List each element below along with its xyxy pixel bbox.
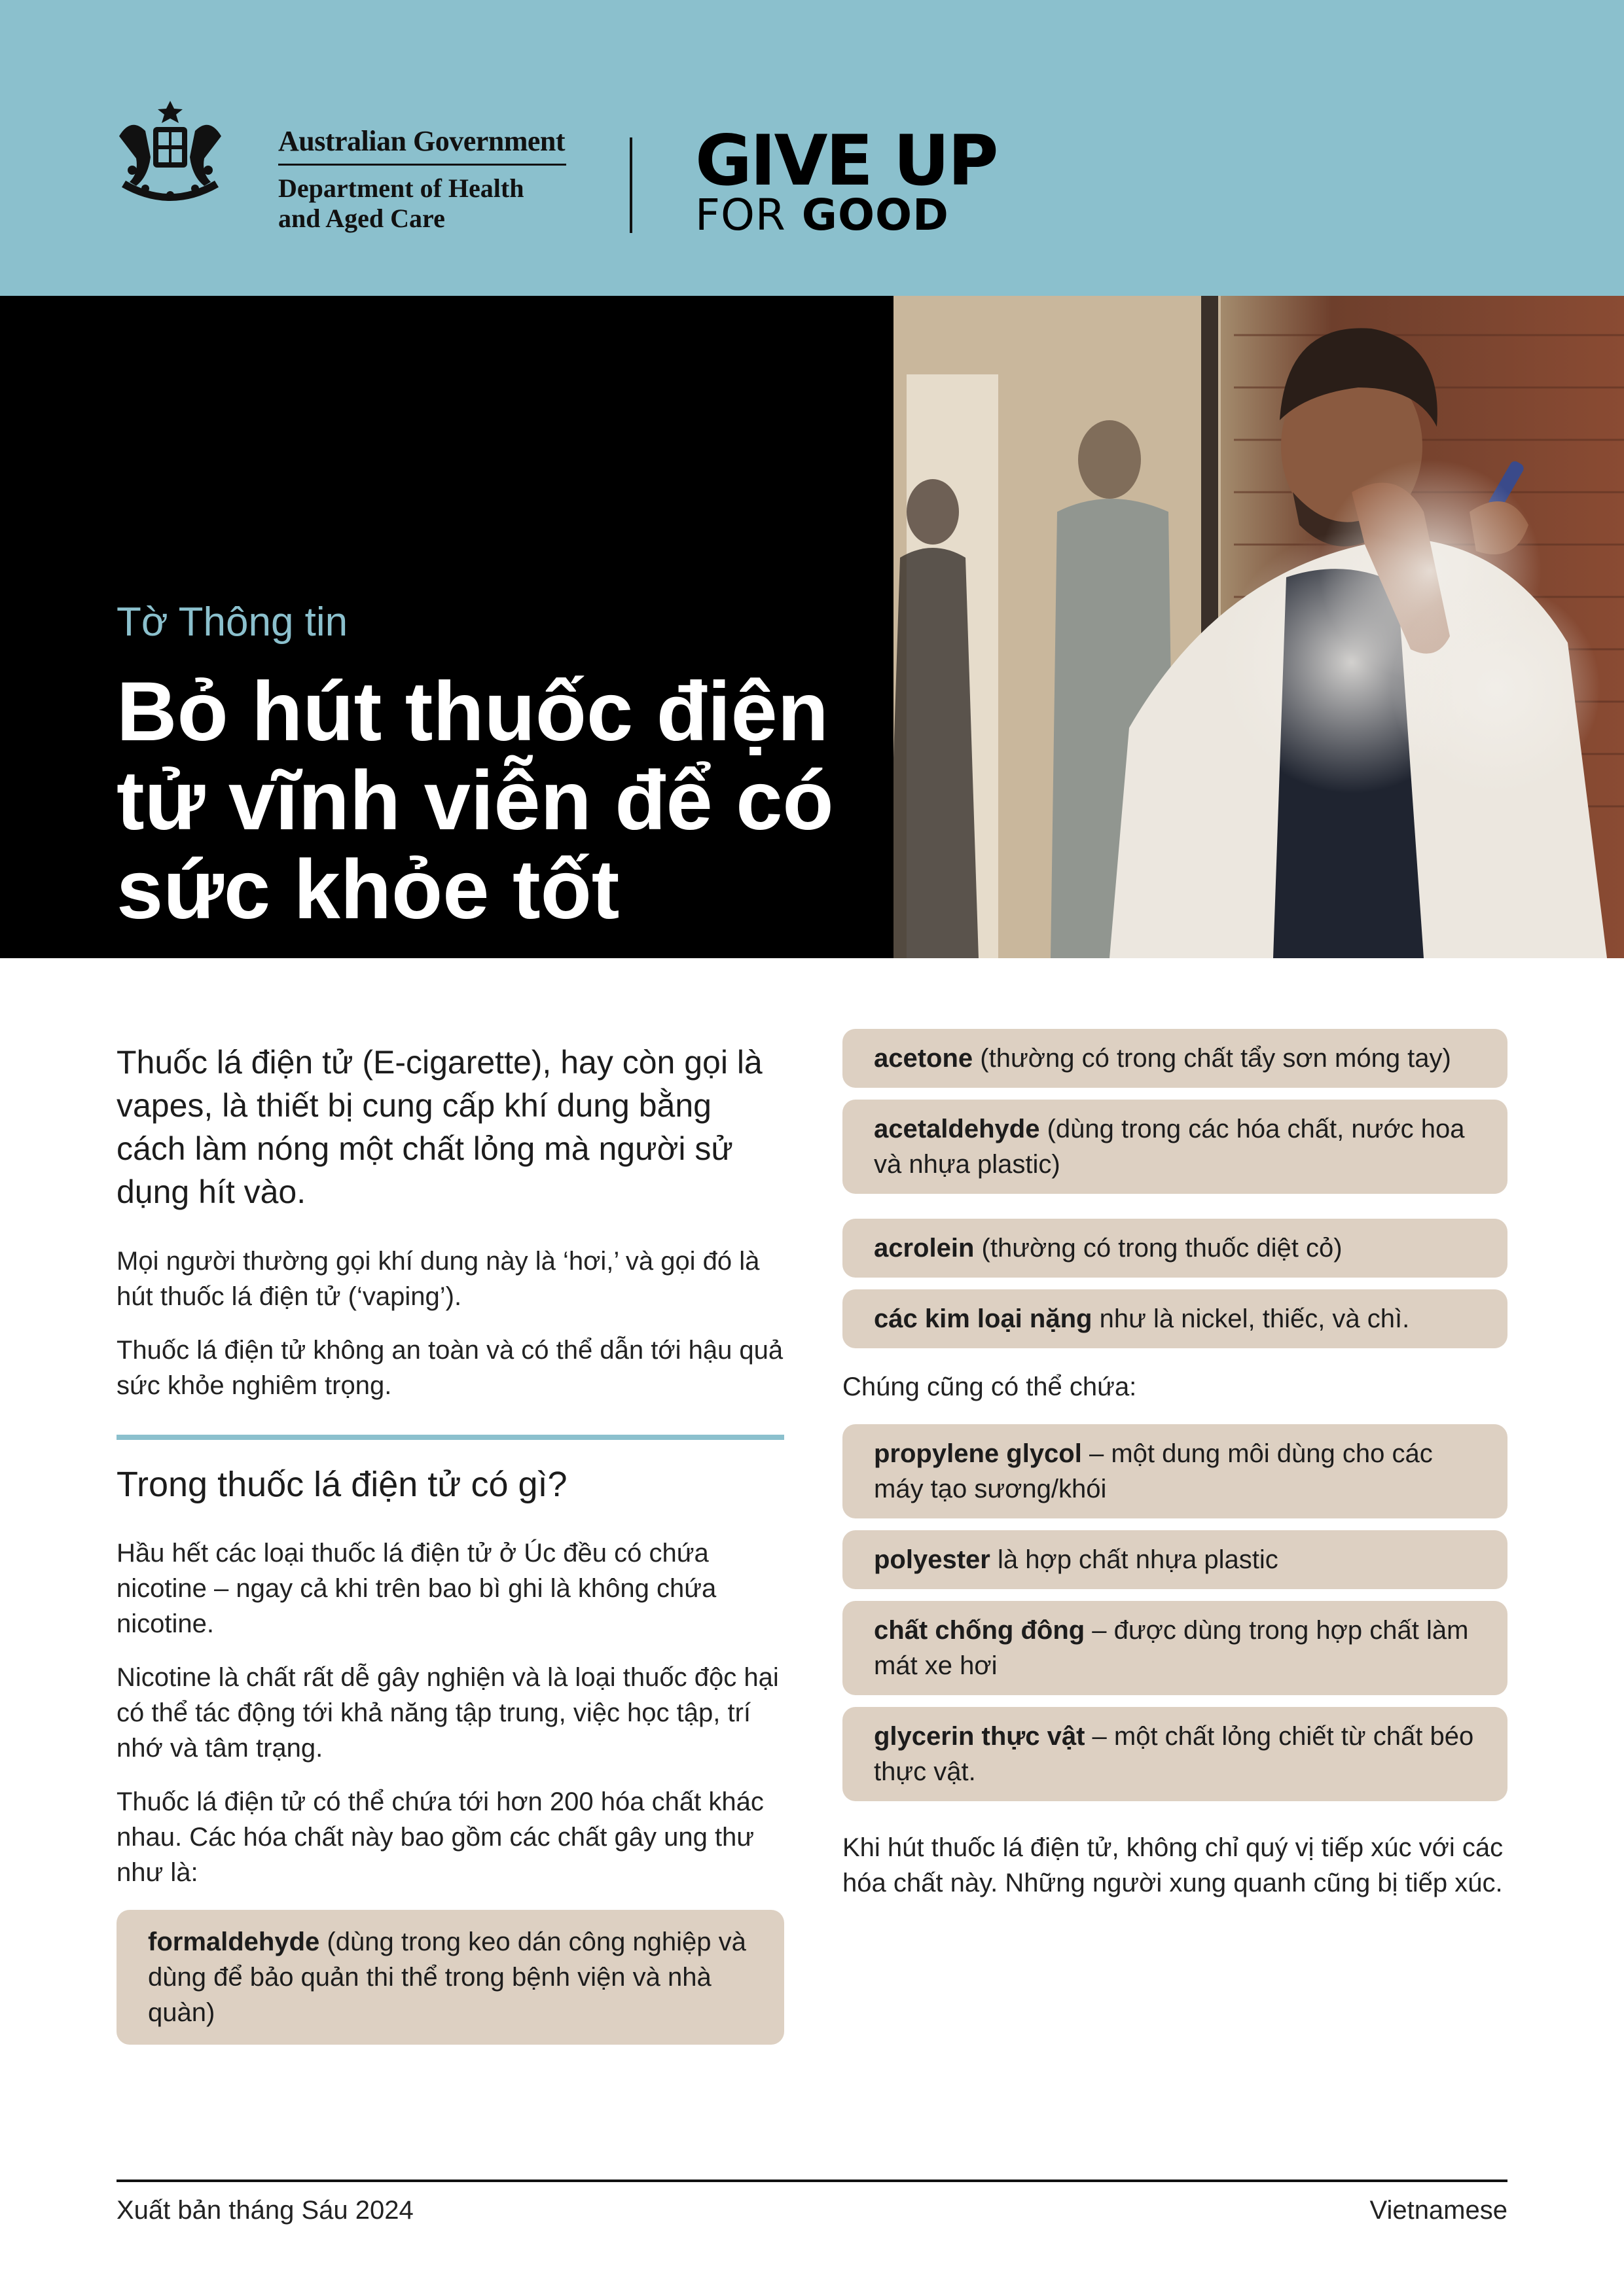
paragraph-chemicals: Thuốc lá điện tử có thể chứa tới hơn 200 hóa chất khác nhau. Các hóa chất này bao gồm các chất gây ung thư như là: <box>117 1787 764 1887</box>
department-name-line-1: Department of Health <box>278 173 524 203</box>
government-name: Australian Government <box>278 125 566 157</box>
also-contain-label: Chúng cũng có thể chứa: <box>842 1372 1137 1401</box>
department-name-line-2: and Aged Care <box>278 204 445 233</box>
chemical-description: là hợp chất nhựa plastic <box>990 1545 1278 1574</box>
chemical-term: acetaldehyde <box>874 1115 1040 1143</box>
give-up-for-good-logo <box>695 120 997 240</box>
chemical-description: (dùng trong các hóa chất, nước hoa và nhựa plastic) <box>874 1115 1465 1179</box>
chemical-description: (thường có trong thuốc diệt cỏ) <box>974 1234 1343 1263</box>
chemical-pill-heavy-metals <box>842 1289 1507 1348</box>
left-column <box>117 1041 784 2045</box>
chemical-term: polyester <box>874 1545 990 1574</box>
campaign-logo-line-2 <box>695 190 990 240</box>
campaign-logo-good: GOOD <box>801 190 949 240</box>
chemical-description: – được dùng trong hợp chất làm mát xe hơi <box>874 1616 1469 1680</box>
chemical-term: acrolein <box>874 1234 975 1263</box>
chemical-term: propylene glycol <box>874 1439 1082 1468</box>
footer-divider <box>117 2179 1507 2182</box>
chemical-pill-vegetable-glycerin <box>842 1707 1507 1801</box>
intro-paragraph-vapour: Mọi người thường gọi khí dung này là ‘hơi,’ và gọi đó là hút thuốc lá điện tử (‘vaping’). <box>117 1247 760 1311</box>
government-logo-rule <box>278 164 566 166</box>
chemical-pill-formaldehyde <box>117 1910 784 2045</box>
chemical-description: (thường có trong chất tẩy sơn móng tay) <box>973 1044 1451 1073</box>
closing-paragraph: Khi hút thuốc lá điện tử, không chỉ quý vị tiếp xúc với các hóa chất này. Những người xung quanh cũng bị tiếp xúc. <box>842 1833 1504 1897</box>
language-label: Vietnamese <box>1369 2196 1507 2225</box>
chemical-term: glycerin thực vật <box>874 1722 1085 1751</box>
chemical-term: các kim loại nặng <box>874 1304 1092 1333</box>
australian-coat-of-arms-icon <box>113 97 228 208</box>
section-heading-whats-in-vapes: Trong thuốc lá điện tử có gì? <box>117 1465 568 1504</box>
chemical-term: chất chống đông <box>874 1616 1085 1645</box>
campaign-logo-for: FOR <box>695 190 786 240</box>
publication-date: Xuất bản tháng Sáu 2024 <box>117 2196 414 2225</box>
paragraph-nicotine-content: Hầu hết các loại thuốc lá điện tử ở Úc đều có chứa nicotine – ngay cả khi trên bao bì ghi là không chứa nicotine. <box>117 1539 717 1638</box>
logo-divider <box>630 137 632 233</box>
chemical-pill-polyester <box>842 1530 1507 1589</box>
fact-sheet-label: Tờ Thông tin <box>117 600 348 645</box>
chemical-pill-propylene-glycol <box>842 1424 1507 1518</box>
chemical-term: acetone <box>874 1044 973 1073</box>
hero-photo-man-vaping <box>893 296 1624 958</box>
campaign-logo-line-1: GIVE UP <box>695 120 997 201</box>
intro-lead-paragraph: Thuốc lá điện tử (E-cigarette), hay còn gọi là vapes, là thiết bị cung cấp khí dung bằng cách làm nóng một chất lỏng mà người sử dụng hít vào. <box>117 1044 763 1210</box>
chemical-description: – một dung môi dùng cho các máy tạo sương/khói <box>874 1439 1433 1503</box>
chemical-pill-acrolein <box>842 1219 1507 1278</box>
intro-paragraph-not-safe: Thuốc lá điện tử không an toàn và có thể dẫn tới hậu quả sức khỏe nghiêm trọng. <box>117 1336 784 1400</box>
paragraph-nicotine-addictive: Nicotine là chất rất dễ gây nghiện và là loại thuốc độc hại có thể tác động tới khả năng tập trung, việc học tập, trí nhớ và tâm trạng. <box>117 1663 779 1763</box>
government-logo-text <box>278 124 569 234</box>
chemical-description: – một chất lỏng chiết từ chất béo thực vật. <box>874 1722 1474 1786</box>
chemical-pill-antifreeze <box>842 1601 1507 1695</box>
chemical-description: như là nickel, thiếc, và chì. <box>1092 1304 1410 1333</box>
page-title: Bỏ hút thuốc điện tử vĩnh viễn để có sức khỏe tốt <box>117 665 834 937</box>
chemical-pill-acetone <box>842 1029 1507 1088</box>
right-column <box>842 1029 1507 1901</box>
section-divider <box>117 1435 784 1440</box>
chemical-term: formaldehyde <box>148 1928 320 1956</box>
chemical-pill-acetaldehyde <box>842 1100 1507 1194</box>
chemical-description: (dùng trong keo dán công nghiệp và dùng để bảo quản thi thể trong bệnh viện và nhà quàn) <box>148 1928 746 2027</box>
